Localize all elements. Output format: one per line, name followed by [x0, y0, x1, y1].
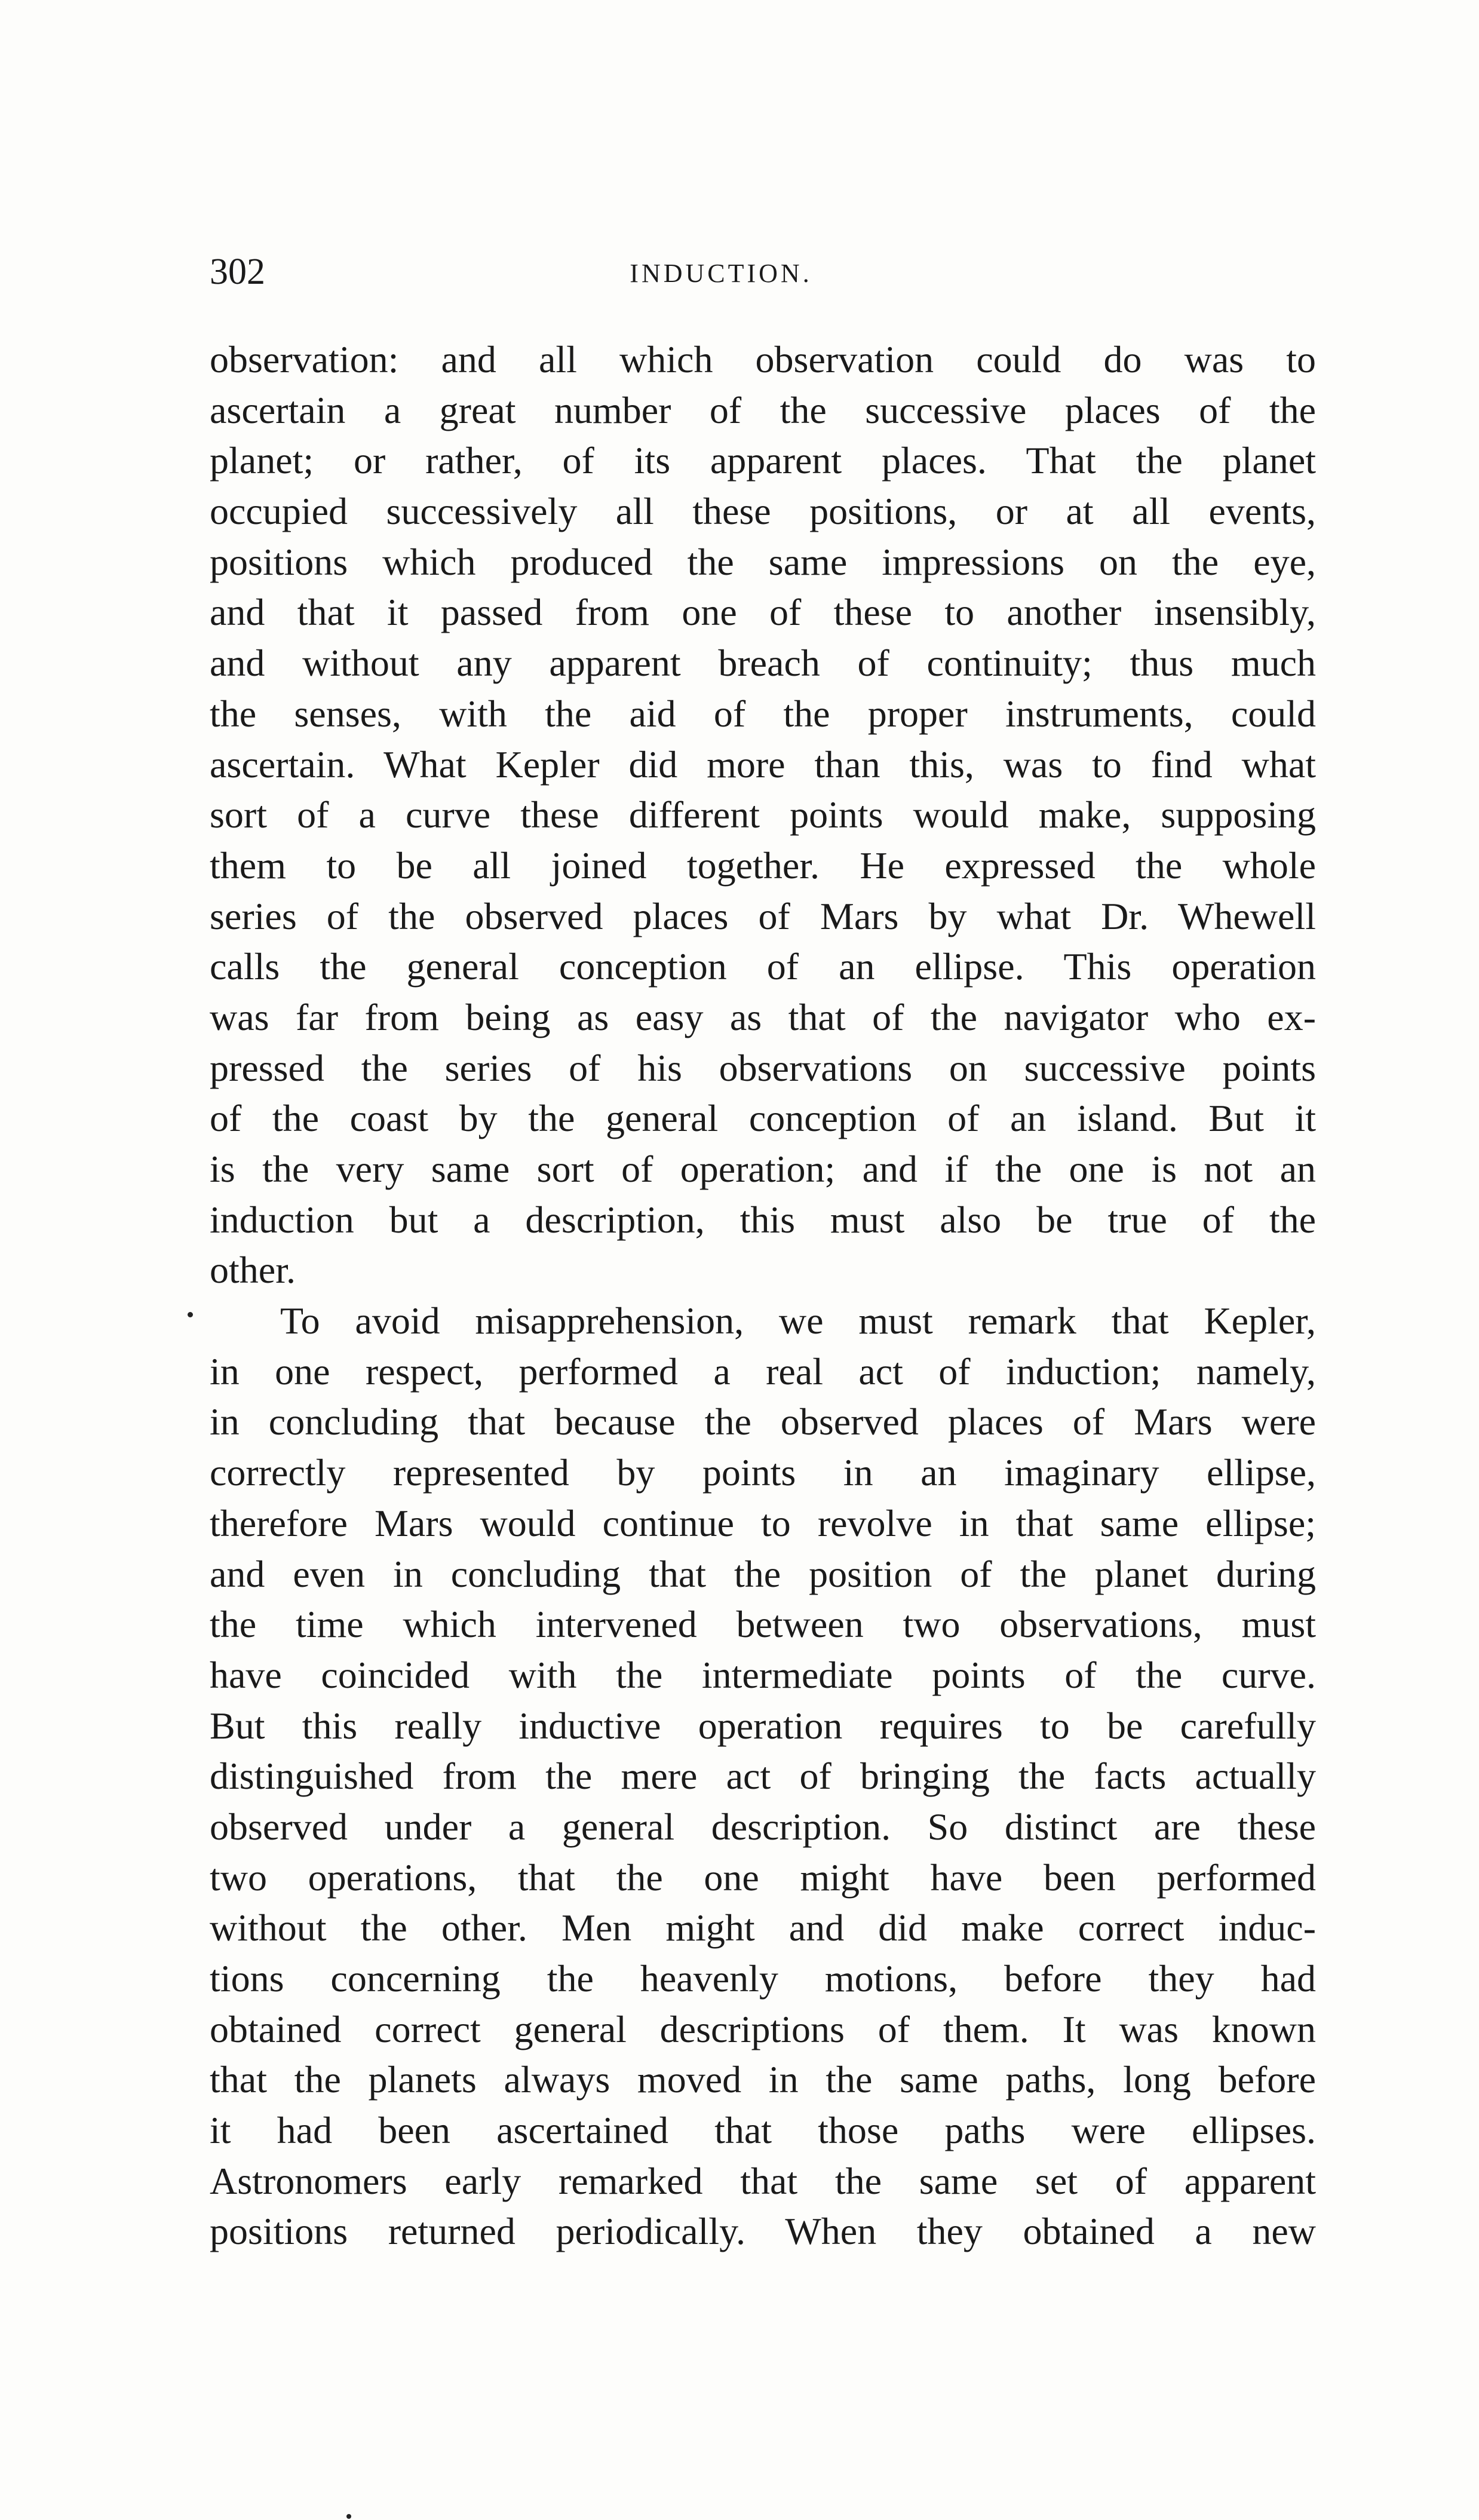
paragraph: [210, 335, 1316, 1296]
page-number: 302: [210, 252, 265, 292]
text-line: positions which produced the same impressions on the eye,: [210, 540, 1316, 583]
text-line: ascertain a great number of the successive places of the: [210, 388, 1316, 431]
running-header: [210, 251, 1316, 299]
text-line: occupied successively all these positions, or at all events,: [210, 490, 1316, 533]
text-line: Astronomers early remarked that the same set of apparent: [210, 2159, 1316, 2202]
paragraph: [210, 1296, 1316, 2257]
ink-speck: [188, 1312, 193, 1317]
text-line: obtained correct general descriptions of them. It was known: [210, 2007, 1316, 2050]
text-line: planet; or rather, of its apparent places. That the planet: [210, 439, 1316, 482]
text-line: have coincided with the intermediate points of the curve.: [210, 1653, 1316, 1696]
text-line: ascertain. What Kepler did more than this, was to find what: [210, 743, 1316, 786]
page-body: [210, 335, 1316, 2257]
text-line: other.: [210, 1249, 296, 1292]
text-line: positions returned periodically. When they obtained a new: [210, 2210, 1316, 2253]
text-line: induction but a description, this must also be true of the: [210, 1198, 1316, 1241]
text-line: observed under a general description. So distinct are these: [210, 1805, 1316, 1848]
text-line: To avoid misapprehension, we must remark that Kepler,: [280, 1299, 1316, 1342]
text-line: sort of a curve these different points would make, supposing: [210, 793, 1316, 836]
text-line: and even in concluding that the position of the planet during: [210, 1552, 1316, 1595]
text-line: and that it passed from one of these to another insensibly,: [210, 591, 1316, 634]
running-title: INDUCTION.: [630, 259, 812, 288]
text-line: correctly represented by points in an imaginary ellipse,: [210, 1451, 1316, 1494]
text-line: of the coast by the general conception of an island. But it: [210, 1097, 1316, 1140]
text-line: that the planets always moved in the same paths, long before: [210, 2058, 1316, 2101]
text-line: without the other. Men might and did make correct induc-: [210, 1906, 1316, 1949]
text-line: observation: and all which observation could do was to: [210, 338, 1316, 381]
text-line: tions concerning the heavenly motions, before they had: [210, 1957, 1316, 2000]
text-line: two operations, that the one might have been performed: [210, 1856, 1316, 1899]
text-line: in concluding that because the observed places of Mars were: [210, 1400, 1316, 1443]
text-line: is the very same sort of operation; and if the one is not an: [210, 1148, 1316, 1190]
text-line: therefore Mars would continue to revolve in that same ellipse;: [210, 1501, 1316, 1544]
text-line: them to be all joined together. He expressed the whole: [210, 844, 1316, 887]
ink-speck: [346, 2514, 351, 2519]
text-line: the time which intervened between two observations, must: [210, 1603, 1316, 1646]
text-line: it had been ascertained that those paths were ellipses.: [210, 2109, 1316, 2152]
text-line: calls the general conception of an ellipse. This operation: [210, 945, 1316, 988]
text-line: was far from being as easy as that of the navigator who ex-: [210, 995, 1316, 1038]
text-line: the senses, with the aid of the proper instruments, could: [210, 692, 1316, 735]
text-line: distinguished from the mere act of bringing the facts actually: [210, 1755, 1316, 1798]
text-line: pressed the series of his observations on successive points: [210, 1046, 1316, 1089]
text-line: series of the observed places of Mars by what Dr. Whewell: [210, 894, 1316, 937]
text-line: in one respect, performed a real act of induction; namely,: [210, 1350, 1316, 1393]
text-line: But this really inductive operation requires to be carefully: [210, 1704, 1316, 1747]
text-line: and without any apparent breach of continuity; thus much: [210, 642, 1316, 685]
